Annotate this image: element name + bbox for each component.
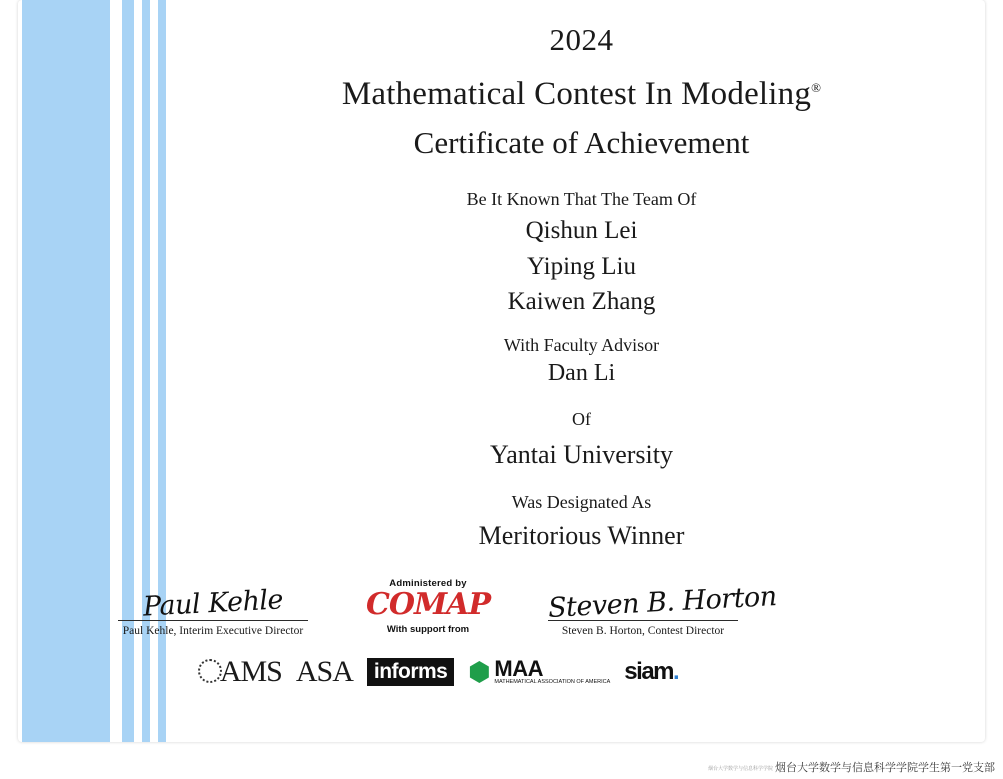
maa-logo: [468, 658, 610, 686]
comap-logo: COMAP: [365, 587, 491, 622]
signature-row: [118, 578, 778, 637]
signature-caption-left: Paul Kehle, Interim Executive Director: [122, 624, 304, 637]
registered-trademark-icon: ®: [811, 80, 822, 95]
siam-text: siam: [624, 658, 673, 685]
sponsor-logo-strip: [168, 655, 708, 689]
advisor-name: Dan Li: [547, 359, 616, 386]
team-member: Qishun Lei: [525, 217, 638, 244]
signature-block-left: [118, 583, 308, 637]
maa-acronym: MAA: [494, 656, 543, 682]
maa-text-block: [494, 658, 610, 686]
designation-label: Was Designated As: [511, 491, 652, 512]
certificate-subtitle: Certificate of Achievement: [413, 125, 750, 160]
contest-title-text: Mathematical Contest In Modeling: [341, 76, 812, 112]
signature-caption-right: Steven B. Horton, Contest Director: [561, 624, 725, 637]
comap-block: [338, 578, 518, 637]
asa-logo: ASA: [295, 655, 353, 688]
administered-by-label: Administered by: [389, 578, 467, 589]
maa-icosahedron-icon: [468, 661, 490, 683]
with-support-from-label: With support from: [386, 623, 470, 635]
team-member: Yiping Liu: [526, 252, 637, 280]
contest-year: 2024: [549, 22, 614, 57]
footer-watermark: [708, 759, 995, 775]
award-level: Meritorious Winner: [478, 520, 685, 550]
institution-name: Yantai University: [490, 439, 673, 469]
siam-dot-icon: .: [673, 658, 679, 685]
of-label: Of: [572, 408, 591, 429]
lead-line: Be It Known That The Team Of: [466, 189, 697, 209]
advisor-label: With Faculty Advisor: [503, 334, 660, 355]
siam-logo: [624, 658, 678, 686]
footer-watermark-tiny: 烟台大学数学与信息科学学院: [707, 765, 773, 772]
certificate-document: [18, 0, 985, 742]
decorative-bar-wide: [22, 0, 110, 742]
maa-full-name: MATHEMATICAL ASSOCIATION OF AMERICA: [494, 679, 611, 686]
team-member: Kaiwen Zhang: [507, 288, 656, 315]
footer-watermark-text: 烟台大学数学与信息科学学院学生第一党支部: [775, 762, 995, 774]
signature-image-steven-horton: Steven B. Horton: [547, 580, 778, 624]
signature-image-paul-kehle: Paul Kehle: [142, 583, 284, 623]
contest-title: [178, 76, 985, 113]
signature-block-right: [547, 580, 778, 637]
informs-logo: informs: [367, 658, 455, 686]
ams-logo: AMS: [198, 655, 282, 689]
